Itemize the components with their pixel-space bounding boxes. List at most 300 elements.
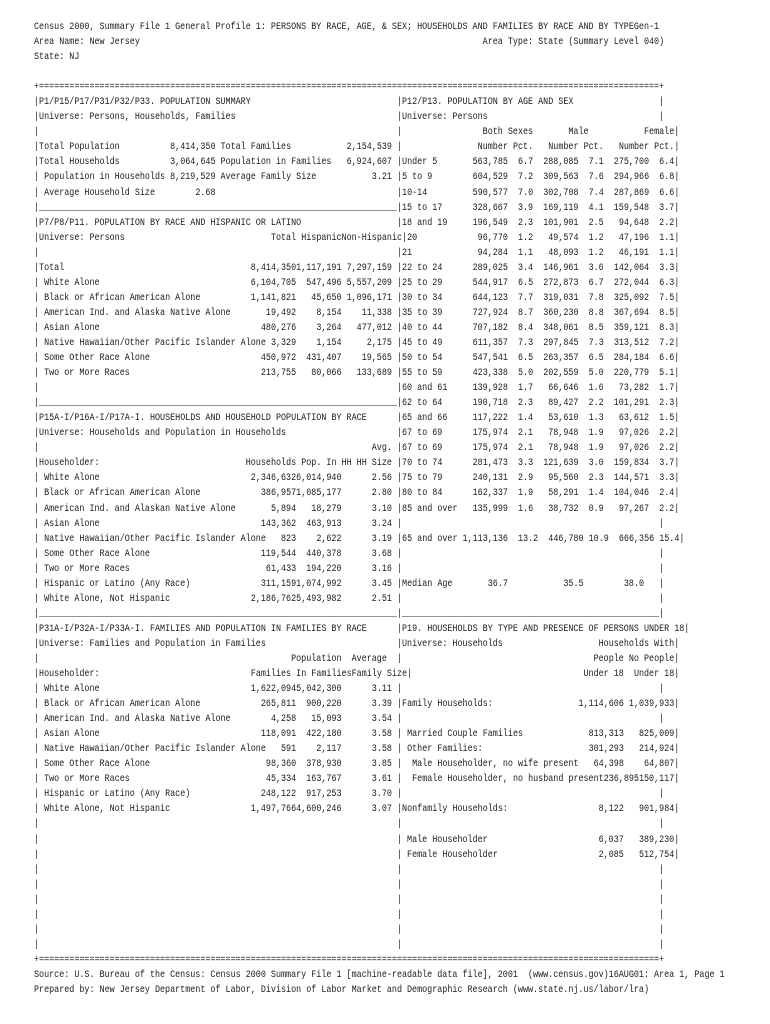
female-pct: 1.7 [659, 382, 675, 395]
female-pct: 6.3 [659, 276, 675, 289]
summary-row: | Population in Households 8,219,529 Average Family Size 3.21 |5 to 9 604,529 7.2 309,563 7.6 294,966 6.8| [34, 171, 680, 184]
household-race-label: Hispanic or Latino (Any Race) [39, 577, 191, 590]
section-title-line: |P15A-I/P16A-I/P17A-I. HOUSEHOLDS AND HOUSEHOLD POPULATION BY RACE |65 and 66 117,222 1.4 53,610 1.3 63,612 1.5| [34, 412, 680, 425]
families-count: 248,122 [260, 788, 297, 801]
race-label: Asian Alone [39, 321, 100, 334]
families-title: P31A-I/P32A-I/P33A-I. FAMILIES AND POPULATION IN FAMILIES BY RACE [39, 622, 367, 635]
household-pop: 6,014,940 [296, 472, 342, 485]
family-race-label: Black or African American Alone [39, 698, 201, 711]
age-group-label: 20 [407, 231, 418, 244]
family-pop: 4,600,246 [296, 803, 342, 816]
female-pct: 2.2 [659, 442, 675, 455]
household-row: | Two or More Races 61,433 194,220 3.16 | | [34, 562, 665, 575]
section-title-line: |P7/P8/P11. POPULATION BY RACE AND HISPANIC OR LATINO |18 and 19 196,549 2.3 101,901 2.5 94,648 2.2| [34, 216, 680, 229]
col-under18: Under 18 [583, 668, 624, 681]
race-total: 480,276 [260, 321, 297, 334]
families-count: 591 [281, 743, 297, 756]
male-number: 66,646 [548, 382, 579, 395]
both-number: 590,577 [472, 186, 508, 199]
col-people: People [593, 652, 624, 665]
both-number: 117,222 [472, 412, 508, 425]
both-number: 644,123 [472, 291, 508, 304]
female-pct: 1.1 [659, 231, 675, 244]
race-row: | Asian Alone 480,276 3,264 477,012 |40 to 44 707,182 8.4 348,061 8.5 359,121 8.3| [34, 321, 680, 334]
female-number: 367,694 [613, 306, 650, 319]
age-group-label: 22 to 24 [402, 261, 443, 274]
household-row: | White Alone 2,346,6326,014,940 2.56 |75 to 79 240,131 2.9 95,560 2.3 144,571 3.3| [34, 472, 680, 485]
with-children: 1,114,606 [578, 698, 624, 711]
race-total: 1,141,821 [250, 291, 297, 304]
race-row: | American Ind. and Alaska Native Alone 19,492 8,154 11,338 |35 to 39 727,924 8.7 360,230 8.8 367,694 8.5| [34, 306, 680, 319]
male-number: 49,574 [548, 231, 579, 244]
family-pop: 15,093 [311, 713, 342, 726]
family-race-label: Native Hawaiian/Other Pacific Islander Alone [39, 743, 266, 756]
male-number: 121,639 [543, 457, 579, 470]
female-pct: 3.7 [659, 201, 675, 214]
both-pct: 7.7 [518, 291, 534, 304]
female-number: 313,512 [613, 336, 650, 349]
footer-date-page: 16AUG01: Area 1, Page 1 [608, 968, 725, 981]
hh-type-universe: Universe: Households [402, 637, 503, 650]
race-total: 450,972 [260, 352, 297, 365]
household-race-label: Black or African American Alone [39, 487, 201, 500]
age-group-label: 55 to 59 [402, 367, 443, 380]
householder-label: Householder: [39, 668, 100, 681]
section-rule: |_______________________________________________________________________|62 to 64 190,718 2.3 89,427 2.2 101,291 2.3| [34, 397, 680, 410]
summary-universe: Universe: Persons, Households, Families [39, 111, 236, 124]
age-group-label: 67 to 69 [402, 427, 443, 440]
both-number: 328,667 [472, 201, 508, 214]
both-number: 190,718 [472, 397, 508, 410]
age-group-label: 35 to 39 [402, 306, 443, 319]
family-size: 3.70 [371, 788, 392, 801]
age-group-label: 40 to 44 [402, 321, 443, 334]
both-number: 196,549 [472, 216, 508, 229]
race-hispanic: 45,650 [311, 291, 342, 304]
female-number: 97,026 [618, 442, 650, 455]
female-pct: 3.7 [659, 457, 675, 470]
family-pop: 422,180 [306, 728, 342, 741]
household-size: 2.56 [371, 472, 392, 485]
male-number: 38,732 [548, 502, 579, 515]
family-size: 3.58 [371, 743, 392, 756]
both-pct: 3.9 [517, 201, 534, 214]
hh-type-label: Male Householder, no wife present [402, 758, 579, 771]
male-pct: 1.9 [588, 427, 604, 440]
male-pct: 2.3 [588, 472, 604, 485]
both-number: 1,113,136 [462, 532, 508, 545]
female-number: 47,196 [618, 231, 650, 244]
female-pct: 8.5 [659, 306, 675, 319]
female-pct: 2.2 [659, 502, 675, 515]
race-total: 8,414,350 [250, 261, 297, 274]
section-rule: |_______________________________________________________________________|___________________________________________________| [34, 607, 665, 620]
col-pct: Pct. [512, 141, 534, 154]
male-pct: 1.4 [588, 487, 604, 500]
both-pct: 2.3 [517, 216, 534, 229]
male-number: 302,708 [543, 186, 579, 199]
both-number: 289,025 [472, 261, 508, 274]
hh-type-label: Female Householder [402, 848, 498, 861]
male-number: 169,119 [543, 201, 579, 214]
families-count: 1,622,094 [250, 683, 297, 696]
age-group-label: 80 to 84 [402, 487, 443, 500]
households-columns-line: |Householder: Households Pop. In HH HH Size |70 to 74 281,473 3.3 121,639 3.0 159,834 3.7| [34, 457, 680, 470]
blank-line: | | Male Householder 6,037 389,230| [34, 833, 680, 846]
male-pct: 7.4 [588, 186, 604, 199]
both-number: 423,338 [472, 367, 508, 380]
household-size: 3.16 [371, 562, 392, 575]
report-title: Census 2000, Summary File 1 General Profile 1: PERSONS BY RACE, AGE, & SEX; HOUSEHOLDS AND FAMILIES BY RACE AND BY TYPE [34, 21, 634, 33]
age-group-label: 30 to 34 [402, 291, 443, 304]
household-pop: 1,074,992 [296, 577, 342, 590]
both-number: 175,974 [472, 427, 508, 440]
race-label: Some Other Race Alone [39, 352, 150, 365]
age-group-label: 21 [402, 246, 413, 259]
male-number: 101,901 [543, 216, 579, 229]
race-non-hispanic: 133,689 [356, 367, 392, 380]
age-group-label: 70 to 74 [402, 457, 443, 470]
male-number: 297,845 [543, 336, 579, 349]
age-group-label: 25 to 29 [402, 276, 443, 289]
family-size: 3.11 [371, 683, 392, 696]
male-pct: 6.7 [588, 276, 604, 289]
male-number: 58,291 [548, 487, 579, 500]
family-pop: 378,930 [306, 758, 342, 771]
both-pct: 6.7 [518, 156, 534, 169]
both-pct: 5.0 [517, 367, 534, 380]
family-pop: 900,220 [306, 698, 342, 711]
median-female: 38.0 [623, 577, 645, 590]
race-row: | Black or African American Alone 1,141,821 45,650 1,096,171 |30 to 34 644,123 7.7 319,031 7.8 325,092 7.5| [34, 291, 680, 304]
blank-line: | | | [34, 908, 665, 921]
summary-row: | Average Household Size 2.68 |10-14 590,577 7.0 302,708 7.4 287,869 6.6| [34, 186, 680, 199]
spacer [34, 65, 725, 80]
male-header: Male [568, 126, 589, 139]
female-pct: 5.1 [659, 367, 675, 380]
blank-line: | |21 94,284 1.1 48,093 1.2 46,191 1.1| [34, 246, 680, 259]
household-race-label: White Alone [39, 472, 100, 485]
both-pct: 7.3 [518, 336, 534, 349]
age-group-label: 50 to 54 [402, 352, 443, 365]
race-hispanic: 431,407 [306, 352, 342, 365]
household-pop: 18,279 [311, 502, 342, 515]
section-title-line: |P1/P15/P17/P31/P32/P33. POPULATION SUMMARY |P12/P13. POPULATION BY AGE AND SEX | [34, 96, 665, 109]
without-children: 512,754 [638, 848, 675, 861]
family-pop: 917,253 [306, 788, 342, 801]
summary-value: 8,219,529 [170, 171, 216, 184]
male-pct: 1.3 [588, 412, 604, 425]
households-count: 61,433 [265, 562, 297, 575]
family-row: | Some Other Race Alone 98,360 378,930 3.85 | Male Householder, no wife present 64,398 64,807| [34, 758, 680, 771]
race-non-hispanic: 11,338 [361, 306, 392, 319]
race-hispanic: 3,264 [316, 321, 342, 334]
families-count: 4,258 [270, 713, 297, 726]
households-col-top: | Avg. |67 to 69 175,974 2.1 78,948 1.9 97,026 2.2| [34, 442, 680, 455]
householder-label: Householder: [39, 457, 100, 470]
age-group-label: Under 5 [402, 156, 438, 169]
age-sex-title: P12/P13. POPULATION BY AGE AND SEX [402, 96, 574, 109]
both-number: 544,917 [472, 276, 508, 289]
summary-row: |Total Households 3,064,645 Population in Families 6,924,607 |Under 5 563,785 6.7 288,085 7.1 275,700 6.4| [34, 156, 680, 169]
male-pct: 7.1 [588, 156, 604, 169]
hh-type-label: Male Householder [402, 833, 488, 846]
col-average: Average [351, 652, 387, 665]
female-number: 63,612 [618, 412, 650, 425]
household-size: 3.45 [371, 577, 392, 590]
col-pct: Pct. [583, 141, 604, 154]
both-sexes-header: Both Sexes [482, 126, 534, 139]
race-non-hispanic: 2,175 [366, 336, 392, 349]
families-count: 118,091 [260, 728, 297, 741]
col-pop-in-hh: Pop. In HH [301, 457, 352, 470]
col-number: Number [548, 141, 579, 154]
summary-title: P1/P15/P17/P31/P32/P33. POPULATION SUMMARY [39, 96, 251, 109]
both-pct: 8.7 [518, 306, 534, 319]
female-pct: 8.3 [659, 321, 675, 334]
both-number: 727,924 [472, 306, 508, 319]
blank-line: | | Female Householder 2,085 512,754| [34, 848, 680, 861]
over65-label: 65 and over [402, 532, 458, 545]
male-pct: 7.6 [588, 171, 604, 184]
family-race-label: Hispanic or Latino (Any Race) [39, 788, 191, 801]
household-size: 2.51 [371, 592, 392, 605]
household-row: | Native Hawaiian/Other Pacific Islander Alone 823 2,622 3.19 |65 and over 1,113,136 13.2 446,780 10.9 666,356 15.4| [34, 532, 685, 545]
male-pct: 2.5 [588, 216, 604, 229]
summary-label: Average Household Size [39, 186, 155, 199]
col-pct: Pct. [654, 141, 675, 154]
race-non-hispanic: 7,297,159 [346, 261, 392, 274]
male-pct: 5.0 [588, 367, 604, 380]
household-race-label: White Alone, Not Hispanic [39, 592, 171, 605]
both-number: 175,974 [472, 442, 508, 455]
households-count: 386,957 [260, 487, 297, 500]
both-pct: 6.5 [518, 276, 534, 289]
family-size: 3.58 [371, 728, 392, 741]
top-rule: +===========================================================================================================================+ [34, 81, 665, 94]
male-pct: 1.9 [588, 442, 604, 455]
without-children: 825,009 [638, 728, 675, 741]
col-number: Number [618, 141, 650, 154]
both-number: 547,541 [472, 352, 508, 365]
median-both: 36.7 [487, 577, 508, 590]
male-number: 272,873 [543, 276, 579, 289]
age-group-label: 67 to 69 [402, 442, 443, 455]
col-avg: Avg. [371, 442, 392, 455]
family-row: | Asian Alone 118,091 422,180 3.58 | Married Couple Families 813,313 825,009| [34, 728, 680, 741]
both-pct: 1.9 [518, 487, 534, 500]
hh-type-label: Female Householder, no husband present [402, 773, 604, 786]
summary-label-2: Average Family Size [220, 171, 317, 184]
age-group-label: 18 and 19 [402, 216, 448, 229]
both-pct: 2.1 [517, 427, 534, 440]
blank-line: | | | [34, 938, 665, 951]
section-rule: |_______________________________________________________________________|15 to 17 328,667 3.9 169,119 4.1 159,548 3.7| [34, 201, 680, 214]
col-hh-size: HH Size [356, 457, 392, 470]
summary-row: |Total Population 8,414,350 Total Families 2,154,539 | Number Pct. Number Pct. Number Pct.| [34, 141, 680, 154]
race-total: 213,755 [260, 367, 297, 380]
family-row: | Native Hawaiian/Other Pacific Islander Alone 591 2,117 3.58 | Other Families: 301,293 214,924| [34, 743, 680, 756]
female-number: 359,121 [613, 321, 650, 334]
col-hispanic: Hispanic [301, 231, 342, 244]
household-size: 3.19 [371, 532, 392, 545]
female-number: 142,064 [613, 261, 650, 274]
household-row: | Hispanic or Latino (Any Race) 311,1591,074,992 3.45 |Median Age 36.7 35.5 38.0 | [34, 577, 665, 590]
blank-line: | | | [34, 923, 665, 936]
footer-prepared: Prepared by: New Jersey Department of Labor, Division of Labor Market and Demographic Research (www.state.nj.us/labor/lra) [34, 984, 649, 996]
both-number: 240,131 [472, 472, 508, 485]
col-no-people: No People [628, 652, 675, 665]
household-row: | Some Other Race Alone 119,544 440,378 3.68 | | [34, 547, 665, 560]
households-count: 119,544 [260, 547, 297, 560]
census-report [34, 20, 725, 998]
male-pct: 7.8 [588, 291, 604, 304]
family-pop: 5,042,300 [296, 683, 342, 696]
race-universe: Universe: Persons [39, 231, 125, 244]
family-row: | Hispanic or Latino (Any Race) 248,122 917,253 3.70 | | [34, 788, 665, 801]
family-race-label: White Alone, Not Hispanic [39, 803, 171, 816]
universe-line: |Universe: Households and Population in Households |67 to 69 175,974 2.1 78,948 1.9 97,026 2.2| [34, 427, 680, 440]
male-number: 78,948 [548, 427, 579, 440]
section-title-line: |P31A-I/P32A-I/P33A-I. FAMILIES AND POPULATION IN FAMILIES BY RACE |P19. HOUSEHOLDS BY TYPE AND PRESENCE OF PERSONS UNDER 18| [34, 622, 690, 635]
female-pct: 2.2 [659, 216, 675, 229]
families-count: 98,360 [265, 758, 297, 771]
both-number: 139,928 [472, 382, 508, 395]
male-pct: 6.5 [588, 352, 604, 365]
race-label: American Ind. and Alaska Native Alone [39, 306, 231, 319]
both-pct: 1.7 [517, 382, 534, 395]
female-number: 101,291 [613, 397, 650, 410]
male-pct: 2.2 [588, 397, 604, 410]
hh-type-label: Other Families: [402, 743, 483, 756]
summary-value: 3,064,645 [170, 156, 216, 169]
race-label: Native Hawaiian/Other Pacific Islander Alone [39, 336, 266, 349]
female-number: 144,571 [613, 472, 650, 485]
households-count: 5,894 [270, 502, 297, 515]
female-pct: 6.4 [659, 156, 675, 169]
both-pct: 1.2 [518, 231, 534, 244]
family-size: 3.07 [371, 803, 392, 816]
hh-type-label: Family Households: [402, 698, 493, 711]
female-header: Female [643, 126, 675, 139]
footer-prepared-line [34, 983, 725, 998]
without-children: 1,039,933 [628, 698, 675, 711]
hh-type-label: Nonfamily Households: [402, 803, 508, 816]
both-pct: 3.3 [518, 457, 534, 470]
female-number: 287,869 [613, 186, 650, 199]
with-children: 813,313 [588, 728, 624, 741]
female-number: 284,184 [613, 352, 650, 365]
male-number: 263,357 [543, 352, 579, 365]
both-pct: 6.5 [518, 352, 534, 365]
footer-source: Source: U.S. Bureau of the Census: Census 2000 Summary File 1 [machine-readable data file], 2001 (www.census.gov) [34, 968, 609, 981]
male-number: 78,948 [548, 442, 579, 455]
race-row: |Total 8,414,3501,117,191 7,297,159 |22 to 24 289,025 3.4 146,961 3.6 142,064 3.3| [34, 261, 680, 274]
age-sex-universe: Universe: Persons [402, 111, 488, 124]
female-number: 97,267 [618, 502, 650, 515]
race-non-hispanic: 477,012 [356, 321, 392, 334]
male-number: 360,230 [543, 306, 579, 319]
race-total: 6,104,705 [250, 276, 297, 289]
family-row: | Black or African American Alone 265,811 900,220 3.39 |Family Households: 1,114,606 1,039,933| [34, 698, 680, 711]
summary-label-2: Population in Families [220, 156, 332, 169]
col-family-size: Family Size [351, 668, 408, 681]
summary-value: 2.68 [195, 186, 216, 199]
hh-type-title: P19. HOUSEHOLDS BY TYPE AND PRESENCE OF PERSONS UNDER 18 [402, 622, 685, 635]
col-in-families: In Families [296, 668, 352, 681]
col-families: Families [250, 668, 292, 681]
male-pct: 0.9 [588, 502, 604, 515]
without-children: 214,924 [638, 743, 675, 756]
both-number: 162,337 [472, 487, 508, 500]
family-size: 3.61 [371, 773, 392, 786]
households-count: 2,186,762 [250, 592, 297, 605]
both-number: 135,999 [472, 502, 508, 515]
male-number: 146,961 [543, 261, 579, 274]
race-columns-line: |Universe: Persons Total HispanicNon-Hispanic|20 96,770 1.2 49,574 1.2 47,196 1.1| [34, 231, 680, 244]
both-number: 611,357 [472, 336, 508, 349]
footer-source-line [34, 968, 725, 983]
male-number: 48,093 [548, 246, 579, 259]
female-pct: 2.3 [659, 397, 675, 410]
race-non-hispanic: 1,096,171 [346, 291, 392, 304]
households-count: 2,346,632 [250, 472, 297, 485]
blank-line: | | | [34, 818, 665, 831]
both-number: 707,182 [472, 321, 508, 334]
race-row: | Some Other Race Alone 450,972 431,407 19,565 |50 to 54 547,541 6.5 263,357 6.5 284,184 6.6| [34, 352, 680, 365]
male-number: 53,610 [548, 412, 579, 425]
households-universe: Universe: Households and Population in Households [39, 427, 287, 440]
female-number: 94,648 [618, 216, 650, 229]
male-number: 288,085 [543, 156, 579, 169]
female-number: 159,834 [613, 457, 650, 470]
female-pct: 1.5 [659, 412, 675, 425]
median-male: 35.5 [563, 577, 584, 590]
female-pct: 3.3 [659, 472, 675, 485]
with-children: 64,398 [593, 758, 624, 771]
female-number: 46,191 [618, 246, 650, 259]
female-number: 104,046 [613, 487, 650, 500]
universe-line: |Universe: Persons, Households, Families |Universe: Persons | [34, 111, 665, 124]
female-number: 275,700 [613, 156, 650, 169]
male-pct: 3.6 [588, 261, 604, 274]
age-group-label: 62 to 64 [402, 397, 443, 410]
families-count: 45,334 [265, 773, 297, 786]
household-race-label: Native Hawaiian/Other Pacific Islander Alone [39, 532, 266, 545]
both-pct: 7.0 [518, 186, 534, 199]
summary-label: Population in Households [39, 171, 166, 184]
household-race-label: American Ind. and Alaskan Native Alone [39, 502, 236, 515]
blank-line: | |60 and 61 139,928 1.7 66,646 1.6 73,282 1.7| [34, 382, 680, 395]
male-pct: 3.0 [588, 457, 604, 470]
households-count: 823 [281, 532, 297, 545]
age-group-header-line: | | Both Sexes Male Female| [34, 126, 680, 139]
both-pct: 7.2 [518, 171, 534, 184]
families-count: 265,811 [260, 698, 297, 711]
household-row: | American Ind. and Alaskan Native Alone 5,894 18,279 3.10 |85 and over 135,999 1.6 38,732 0.9 97,267 2.2| [34, 502, 680, 515]
male-number: 319,031 [543, 291, 579, 304]
family-pop: 2,117 [316, 743, 342, 756]
families-count: 1,497,766 [250, 803, 297, 816]
both-number: 96,770 [477, 231, 508, 244]
households-count: 311,159 [260, 577, 297, 590]
median-age-label: Median Age [402, 577, 453, 590]
both-pct: 2.9 [518, 472, 534, 485]
male-pct: 8.8 [588, 306, 604, 319]
household-pop: 2,622 [316, 532, 342, 545]
race-hispanic: 1,154 [316, 336, 342, 349]
family-row: | Two or More Races 45,334 163,767 3.61 | Female Householder, no husband present236,895150,117| [34, 773, 680, 786]
